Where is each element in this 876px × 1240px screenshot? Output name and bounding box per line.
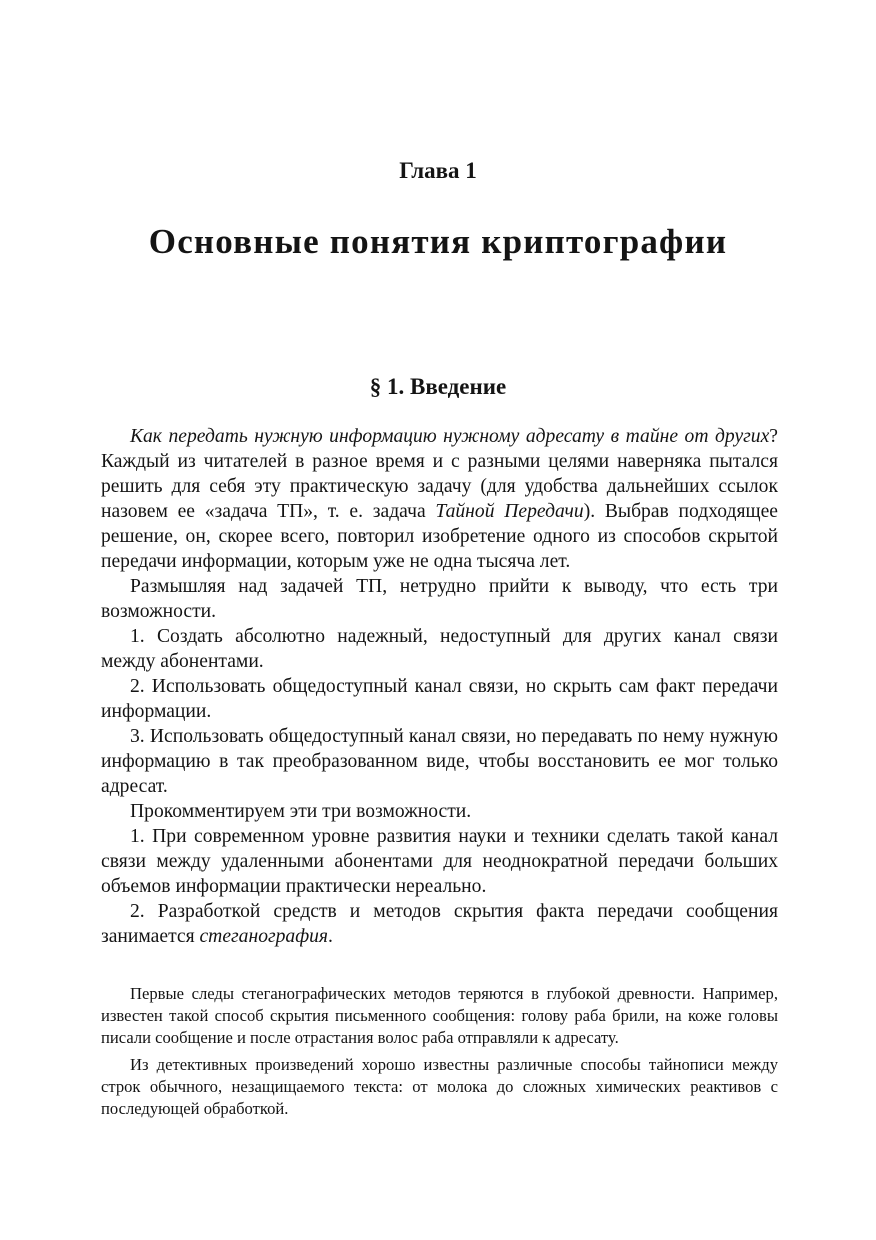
small-paragraph-2: Из детективных произведений хорошо известны различные способы тайнописи между строк обычного, незащищаемого текста: от молока до сложных химических реактивов с последующей обработкой. (101, 1054, 778, 1119)
italic-question: Как передать нужную информацию нужному адресату в тайне от других (130, 426, 770, 447)
italic-term-tp: Тайной Передачи (435, 501, 584, 522)
paragraph-intro (101, 424, 778, 574)
italic-term-steganography: стеганография (199, 926, 329, 947)
comment-item-2 (101, 899, 778, 949)
paragraph-possibilities: Размышляя над задачей ТП, нетрудно прийти к выводу, что есть три возможности. (101, 576, 778, 622)
small-paragraph-1: Первые следы стеганографических методов теряются в глубокой древности. Например, известен такой способ скрытия письменного сообщения: голову раба брили, на коже головы писали сообщение и после отрастания волос раба отправляли к адресату. (101, 984, 778, 1048)
small-print (101, 983, 778, 1124)
comment-item-1: 1. При современном уровне развития науки и техники сделать такой канал связи между удаленными абонентами для неоднократной передачи больших объемов информации практически нереально. (101, 826, 778, 897)
chapter-title: Основные понятия криптографии (148, 222, 728, 261)
intro-text-a: ? Каждый из читателей в разное время и с разными целями наверняка пытался решить для себя эту практическую задачу (для удобства дальнейших ссылок назовем ее «задача ТП», т. е. задача (101, 426, 778, 522)
main-text (101, 424, 778, 949)
list-item-3: 3. Использовать общедоступный канал связи, но передавать по нему нужную информацию в так преобразованном виде, чтобы восстановить ее мог только адресат. (101, 726, 778, 797)
list-item-2: 2. Использовать общедоступный канал связи, но скрыть сам факт передачи информации. (101, 676, 778, 722)
intro-text-b: ). Выбрав подходящее решение, он, скорее всего, повторил изобретение одного из способов скрытой передачи информации, которым уже не одна тысяча лет. (101, 501, 778, 572)
comment-item-2-end: . (328, 926, 333, 947)
chapter-label: Глава 1 (399, 158, 477, 183)
list-item-1: 1. Создать абсолютно надежный, недоступный для других канал связи между абонентами. (101, 626, 778, 672)
paragraph-comment: Прокомментируем эти три возможности. (130, 801, 472, 822)
section-title: § 1. Введение (369, 374, 507, 399)
comment-item-2-text: 2. Разработкой средств и методов скрытия факта передачи сообщения занимается (101, 901, 778, 947)
